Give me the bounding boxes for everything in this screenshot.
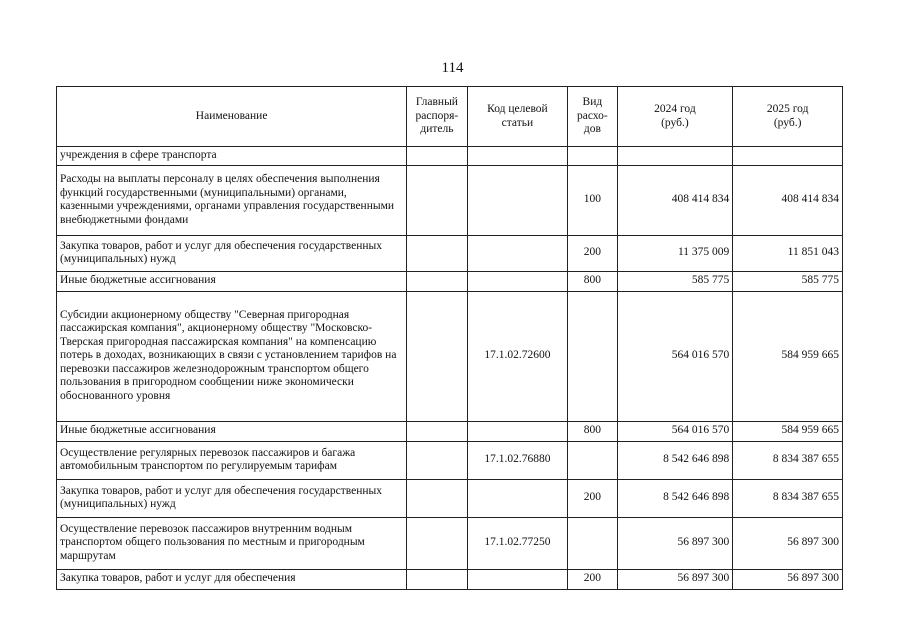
cell-manager <box>407 441 467 479</box>
cell-type <box>568 147 617 166</box>
cell-2025 <box>733 147 843 166</box>
table-row <box>57 271 843 291</box>
cell-2024: 56 897 300 <box>617 517 733 569</box>
header-name: Наименование <box>57 87 407 147</box>
cell-name: Иные бюджетные ассигнования <box>57 271 407 291</box>
cell-name: Закупка товаров, работ и услуг для обеспечения государственных (муниципальных) нужд <box>57 235 407 271</box>
cell-2024: 564 016 570 <box>617 291 733 421</box>
cell-code <box>467 569 568 589</box>
page-number: 114 <box>441 60 464 76</box>
cell-name: Закупка товаров, работ и услуг для обеспечения <box>57 569 407 589</box>
cell-2024: 408 414 834 <box>617 165 733 235</box>
cell-2025: 8 834 387 655 <box>733 479 843 517</box>
cell-type: 800 <box>568 421 617 441</box>
cell-code <box>467 479 568 517</box>
header-2024: 2024 год (руб.) <box>617 87 733 147</box>
cell-type <box>568 441 617 479</box>
cell-code: 17.1.02.72600 <box>467 291 568 421</box>
cell-type: 200 <box>568 235 617 271</box>
cell-2024: 8 542 646 898 <box>617 441 733 479</box>
cell-manager <box>407 291 467 421</box>
cell-code <box>467 147 568 166</box>
cell-2025: 8 834 387 655 <box>733 441 843 479</box>
cell-type: 200 <box>568 569 617 589</box>
cell-name: Осуществление перевозок пассажиров внутренним водным транспортом общего пользования по местным и пригородным маршрутам <box>57 517 407 569</box>
cell-manager <box>407 165 467 235</box>
table-row <box>57 569 843 589</box>
table-row <box>57 291 843 421</box>
cell-code <box>467 421 568 441</box>
cell-code: 17.1.02.77250 <box>467 517 568 569</box>
cell-2024: 564 016 570 <box>617 421 733 441</box>
cell-type: 800 <box>568 271 617 291</box>
cell-name: учреждения в сфере транспорта <box>57 147 407 166</box>
table-row <box>57 517 843 569</box>
cell-2025: 56 897 300 <box>733 517 843 569</box>
cell-manager <box>407 421 467 441</box>
header-code: Код целевой статьи <box>467 87 568 147</box>
cell-manager <box>407 569 467 589</box>
cell-2024: 56 897 300 <box>617 569 733 589</box>
cell-2025: 584 959 665 <box>733 291 843 421</box>
cell-2025: 56 897 300 <box>733 569 843 589</box>
budget-table <box>56 86 843 590</box>
table-header-row <box>57 87 843 147</box>
cell-2025: 584 959 665 <box>733 421 843 441</box>
cell-name: Субсидии акционерному обществу "Северная пригородная пассажирская компания", акционерному обществу "Московско-Тверская пригородная пассажирская компания" на компенсацию потерь в доходах, возникающих в связи с установлением тарифов на перевозки пассажиров железнодорожным транспортом общего пользования в пригородном сообщении ниже экономически обоснованного уровня <box>57 291 407 421</box>
table-row <box>57 421 843 441</box>
cell-name: Иные бюджетные ассигнования <box>57 421 407 441</box>
table-row <box>57 479 843 517</box>
cell-type <box>568 291 617 421</box>
header-type: Вид расхо- дов <box>568 87 617 147</box>
cell-2024: 585 775 <box>617 271 733 291</box>
cell-name: Закупка товаров, работ и услуг для обеспечения государственных (муниципальных) нужд <box>57 479 407 517</box>
table-row <box>57 147 843 166</box>
table-row <box>57 441 843 479</box>
cell-name: Расходы на выплаты персоналу в целях обеспечения выполнения функций государственными (муниципальными) органами, казенными учреждениями, органами управления государственными внебюджетными фондами <box>57 165 407 235</box>
cell-type <box>568 517 617 569</box>
cell-type: 200 <box>568 479 617 517</box>
header-2025: 2025 год (руб.) <box>733 87 843 147</box>
cell-manager <box>407 479 467 517</box>
header-manager: Главный распоря- дитель <box>407 87 467 147</box>
cell-2024: 11 375 009 <box>617 235 733 271</box>
cell-manager <box>407 517 467 569</box>
cell-manager <box>407 147 467 166</box>
cell-manager <box>407 235 467 271</box>
cell-2025: 585 775 <box>733 271 843 291</box>
cell-code <box>467 235 568 271</box>
cell-2025: 11 851 043 <box>733 235 843 271</box>
cell-2024: 8 542 646 898 <box>617 479 733 517</box>
cell-2024 <box>617 147 733 166</box>
table-row <box>57 235 843 271</box>
cell-manager <box>407 271 467 291</box>
cell-code <box>467 271 568 291</box>
cell-type: 100 <box>568 165 617 235</box>
cell-name: Осуществление регулярных перевозок пассажиров и багажа автомобильным транспортом по регулируемым тарифам <box>57 441 407 479</box>
table-row <box>57 165 843 235</box>
cell-code: 17.1.02.76880 <box>467 441 568 479</box>
cell-2025: 408 414 834 <box>733 165 843 235</box>
cell-code <box>467 165 568 235</box>
